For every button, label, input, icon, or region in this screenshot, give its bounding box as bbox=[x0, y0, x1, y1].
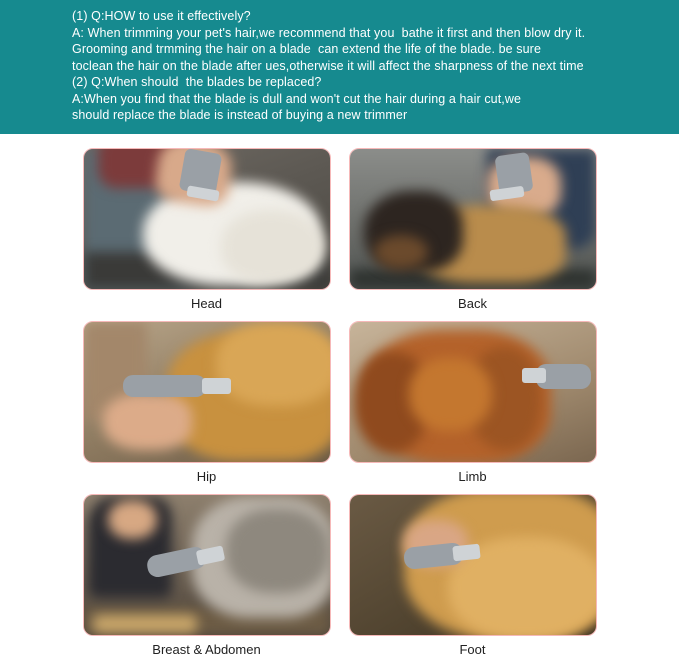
photo-head bbox=[83, 148, 331, 290]
caption-foot: Foot bbox=[459, 641, 486, 657]
gallery-item-hip bbox=[83, 321, 331, 490]
faq-line-4: toclean the hair on the blade after ues,otherwise it will affect the sharpness of the next time bbox=[72, 58, 584, 73]
caption-back: Back bbox=[458, 295, 487, 311]
photo-foot-art bbox=[350, 495, 596, 635]
gallery-row bbox=[0, 321, 679, 490]
photo-foot bbox=[349, 494, 597, 636]
caption-hip: Hip bbox=[196, 468, 217, 484]
photo-back bbox=[349, 148, 597, 290]
faq-line-3: Grooming and trmming the hair on a blade can extend the life of the blade. be sure bbox=[72, 42, 541, 56]
gallery-item-head bbox=[83, 148, 331, 317]
photo-head-art bbox=[84, 149, 330, 289]
photo-back-art bbox=[350, 149, 596, 289]
gallery-item-back bbox=[349, 148, 597, 317]
gallery-item-limb bbox=[349, 321, 597, 490]
photo-breast-abdomen-art bbox=[84, 495, 330, 635]
photo-hip-art bbox=[84, 322, 330, 462]
faq-line-5: (2) Q:When should the blades be replaced? bbox=[72, 75, 322, 89]
gallery-row bbox=[0, 148, 679, 317]
caption-limb: Limb bbox=[458, 468, 487, 484]
faq-line-6: A:When you find that the blade is dull and won't cut the hair during a hair cut,we bbox=[72, 91, 522, 106]
gallery-row bbox=[0, 494, 679, 657]
usage-area-gallery bbox=[0, 134, 679, 657]
faq-line-7: should replace the blade is instead of buying a new trimmer bbox=[72, 108, 408, 122]
gallery-item-foot bbox=[349, 494, 597, 657]
photo-limb-art bbox=[350, 322, 596, 462]
gallery-item-breast-abdomen bbox=[83, 494, 331, 657]
caption-breast-abdomen: Breast & Abdomen bbox=[152, 641, 261, 657]
caption-head: Head bbox=[190, 295, 223, 311]
faq-line-1: (1) Q:HOW to use it effectively? bbox=[72, 9, 251, 23]
photo-limb bbox=[349, 321, 597, 463]
photo-breast-abdomen bbox=[83, 494, 331, 636]
photo-hip bbox=[83, 321, 331, 463]
faq-line-2: A: When trimming your pet's hair,we recommend that you bathe it first and then blow dry it. bbox=[72, 25, 586, 40]
faq-banner bbox=[0, 0, 679, 134]
